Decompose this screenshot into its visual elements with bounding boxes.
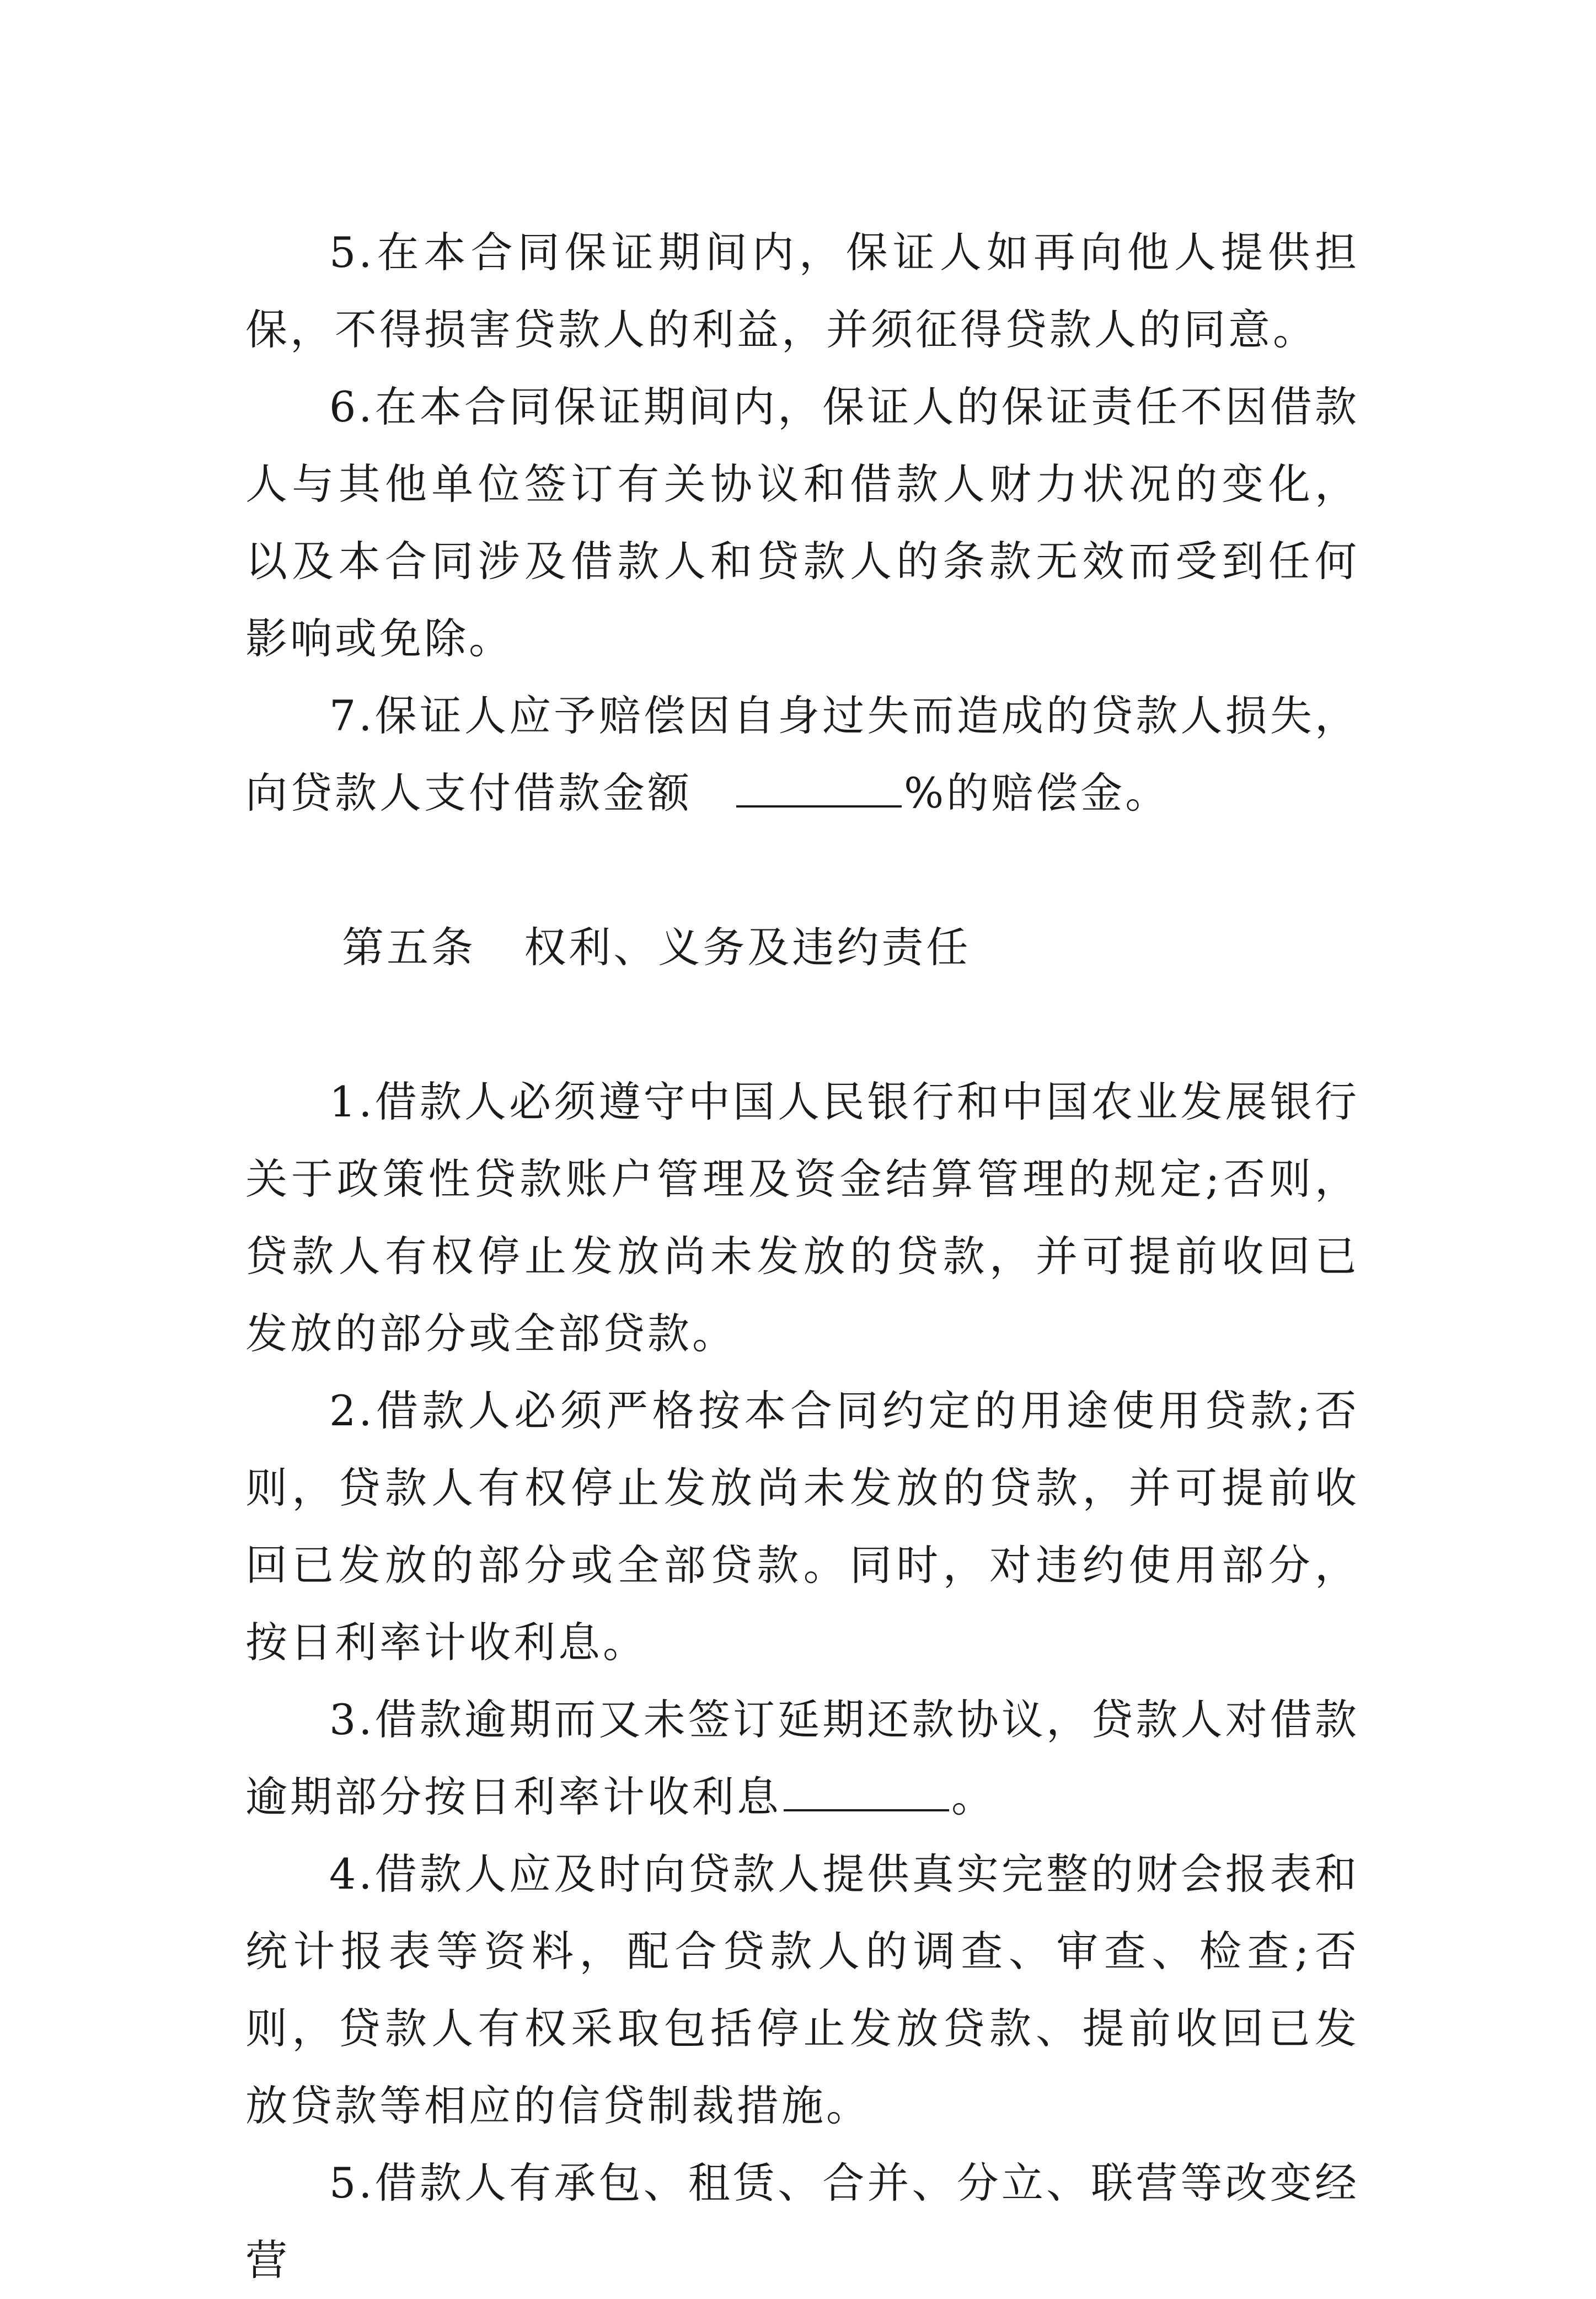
paragraph-text: 7.保证人应予赔偿因自身过失而造成的贷款人损失，向贷款人支付借款金额 xyxy=(245,691,1359,817)
paragraph-text: 5.借款人有承包、租赁、合并、分立、联营等改变经营 xyxy=(245,2158,1359,2285)
paragraph-text: 4.借款人应及时向贷款人提供真实完整的财会报表和统计报表等资料，配合贷款人的调查、审查、检查;否则，贷款人有权采取包括停止发放贷款、提前收回已发放贷款等相应的信贷制裁措施。 xyxy=(245,1849,1359,2130)
paragraph-text: 3.借款逾期而又未签订延期还款协议，贷款人对借款逾期部分按日利率计收利息 xyxy=(245,1695,1359,1821)
paragraph-text: 1.借款人必须遵守中国人民银行和中国农业发展银行关于政策性贷款账户管理及资金结算管理的规定;否则，贷款人有权停止发放尚未发放的贷款，并可提前收回已发放的部分或全部贷款。 xyxy=(245,1077,1359,1358)
clause-5-item-5 xyxy=(245,2145,1359,2299)
heading-text: 第五条 权利、义务及违约责任 xyxy=(341,923,971,972)
clause-4-item-5 xyxy=(245,214,1359,368)
clause-4-item-7 xyxy=(245,677,1359,832)
compensation-percent-blank[interactable] xyxy=(736,767,902,808)
interest-rate-blank[interactable] xyxy=(784,1771,949,1811)
clause-5-item-1 xyxy=(245,1063,1359,1372)
article-5-heading xyxy=(245,832,1359,1063)
clause-5-item-3 xyxy=(245,1681,1359,1836)
paragraph-text: %的赔偿金。 xyxy=(904,768,1170,817)
paragraph-text: 。 xyxy=(951,1772,996,1821)
paragraph-text: 6.在本合同保证期间内，保证人的保证责任不因借款人与其他单位签订有关协议和借款人财力状况的变化，以及本合同涉及借款人和贷款人的条款无效而受到任何影响或免除。 xyxy=(245,382,1359,663)
contract-text xyxy=(245,214,1359,2299)
clause-5-item-4 xyxy=(245,1836,1359,2145)
clause-4-item-6 xyxy=(245,368,1359,677)
paragraph-text: 2.借款人必须严格按本合同约定的用途使用贷款;否则，贷款人有权停止发放尚未发放的贷款，并可提前收回已发放的部分或全部贷款。同时，对违约使用部分，按日利率计收利息。 xyxy=(245,1386,1359,1667)
paragraph-text: 5.在本合同保证期间内，保证人如再向他人提供担保，不得损害贷款人的利益，并须征得贷款人的同意。 xyxy=(245,228,1359,354)
clause-5-item-2 xyxy=(245,1372,1359,1681)
